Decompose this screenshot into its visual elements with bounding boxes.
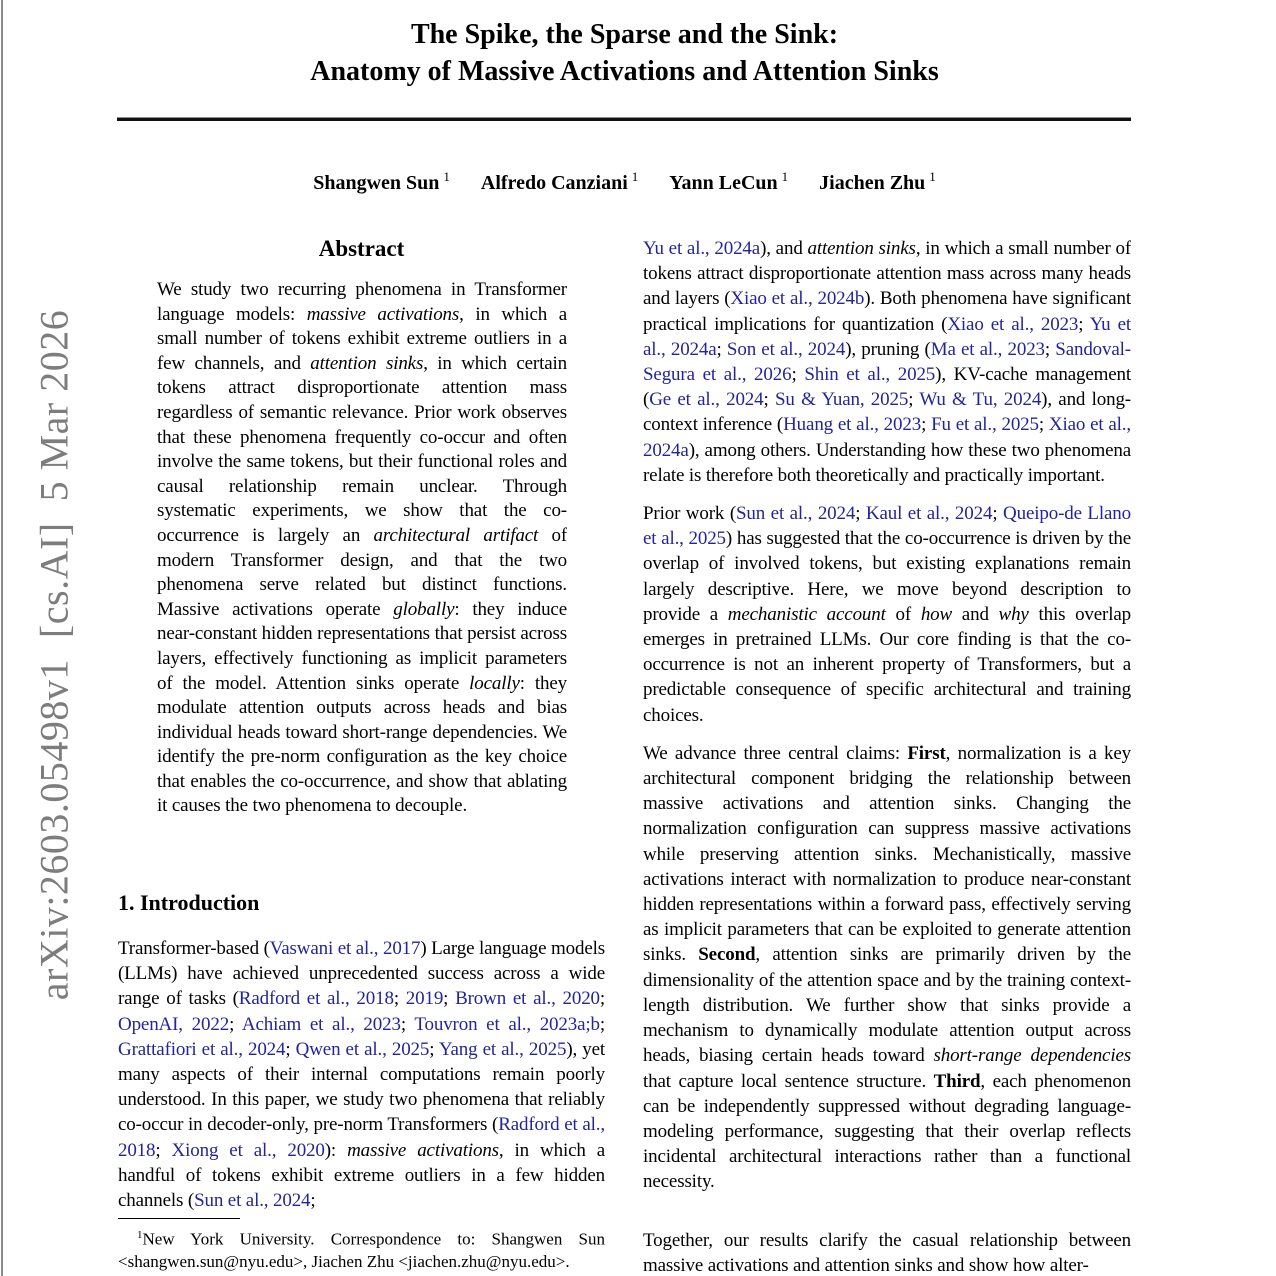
author-affiliation-sup: 1 xyxy=(631,169,639,184)
text-run: First xyxy=(907,742,946,764)
text-run: ), and long-context inference ( xyxy=(643,389,1131,436)
right-paragraph-1 xyxy=(643,236,1131,488)
footnote-text xyxy=(118,1224,605,1274)
text-run: New York University. Correspondence to: Shangwen Sun <shangwen.sun@nyu.edu>, Jiachen Zhu <jiachen.zhu@nyu.edu>. xyxy=(118,1229,605,1272)
text-run: , each phenomenon can be independently suppressed without degrading language-modeling performance, suggesting that their overlap reflects incidental architectural interactions rather than a functional necessity. xyxy=(643,1070,1131,1193)
citation-link[interactable]: Fu et al., 2025 xyxy=(931,414,1039,436)
citation-link[interactable]: Sun et al., 2024 xyxy=(736,503,856,525)
author-name xyxy=(313,169,450,194)
citation-link[interactable]: Xiao et al., 2024b xyxy=(730,288,865,310)
text-run: ; xyxy=(1038,414,1049,436)
text-run: attention sinks xyxy=(807,238,916,259)
text-run: ). Both phenomena have significant practical implications for quantization ( xyxy=(643,288,1131,335)
author-affiliation-sup: 1 xyxy=(443,169,450,184)
text-run: globally xyxy=(393,598,455,620)
citation-link[interactable]: Ge et al., 2024 xyxy=(649,389,764,411)
text-run: ; xyxy=(443,988,456,1010)
citation-link[interactable]: Queipo-de Llano et al., 2025 xyxy=(643,503,1131,550)
author-name xyxy=(669,169,789,194)
text-run: : they induce near-constant hidden representations that persist across layers, effectively functioning as implicit parameters of the model. Attention sinks operate xyxy=(157,598,567,694)
citation-link[interactable]: Xiao et al., 2024a xyxy=(643,414,1131,461)
author-name-text: Alfredo Canziani xyxy=(480,171,628,194)
authors-line xyxy=(118,164,1131,196)
paper-title xyxy=(118,16,1131,90)
citation-link[interactable]: Brown et al., 2020 xyxy=(455,988,600,1010)
text-run: ; xyxy=(310,1190,316,1212)
citation-link[interactable]: Achiam et al., 2023 xyxy=(241,1013,401,1035)
author-name xyxy=(819,169,936,194)
author-name-text: Yann LeCun xyxy=(669,171,778,194)
citation-link[interactable]: Yang et al., 2025 xyxy=(438,1038,567,1060)
text-run: and xyxy=(952,603,999,625)
text-run: massive activations xyxy=(347,1139,499,1161)
text-run: that capture local sentence structure. xyxy=(643,1070,934,1092)
citation-link[interactable]: OpenAI, 2022 xyxy=(118,1013,230,1035)
text-run: ; xyxy=(1078,313,1090,335)
citation-link[interactable]: Ma et al., 2023 xyxy=(930,338,1045,360)
superscript: 1 xyxy=(137,1229,143,1241)
citation-link[interactable]: Yu et al., 2024a xyxy=(643,313,1131,360)
citation-link[interactable]: Shin et al., 2025 xyxy=(804,364,936,386)
citation-link[interactable]: Kaul et al., 2024 xyxy=(865,503,993,525)
citation-link[interactable]: Sandoval-Segura et al., 2026 xyxy=(643,338,1131,386)
right-paragraph-3 xyxy=(643,741,1131,1195)
right-column xyxy=(643,236,1131,1222)
citation-link[interactable]: Qwen et al., 2025 xyxy=(295,1038,430,1060)
right-paragraph-4-clipped xyxy=(643,1228,1131,1276)
text-run: , attention sinks are primarily driven by the dimensionality of the attention space and by the training context-length distribution. We further show that sinks provide a mechanism to dynamically modulate attention output across heads, biasing certain heads toward xyxy=(643,944,1131,1067)
text-run: Transformer-based ( xyxy=(118,938,270,959)
text-run: ; xyxy=(285,1038,296,1060)
abstract-heading: Abstract xyxy=(318,236,405,261)
citation-link[interactable]: Touvron et al., 2023a;b xyxy=(414,1013,600,1035)
author-affiliation-sup: 1 xyxy=(781,169,789,184)
text-run: , in which certain tokens attract disproportionate attention mass regardless of semantic relevance. Prior work observes that these phenomena frequently co-occur and often involve the same tokens, but their functional roles and causal relationship remain unclear. Through systematic experiments, we show that the co-occurrence is largely an xyxy=(157,352,567,546)
citation-link[interactable]: Grattafiori et al., 2024 xyxy=(118,1038,286,1060)
citation-link[interactable]: Vaswani et al., 2017 xyxy=(269,938,421,959)
text-run: ) has suggested that the co-occurrence is driven by the overlap of involved tokens, but existing explanations remain largely descriptive. Here, we move beyond description to provide a xyxy=(643,528,1131,625)
text-run: ), pruning ( xyxy=(845,338,931,360)
arxiv-watermark: arXiv:2603.05498v1 [cs.AI] 5 Mar 2026 xyxy=(31,309,77,1001)
citation-link[interactable]: Su & Yuan, 2025 xyxy=(775,389,909,411)
citation-link[interactable]: Son et al., 2024 xyxy=(726,338,846,360)
text-run: this overlap emerges in pretrained LLMs. Our core finding is that the co-occurrence is not an inherent property of Transformers, but a predictable consequence of specific architectural and training choices. xyxy=(643,603,1131,726)
footnote-rule xyxy=(118,1218,240,1219)
author-name-text: Jiachen Zhu xyxy=(819,171,926,194)
text-run: how xyxy=(920,603,953,625)
text-run: ; xyxy=(393,988,406,1010)
text-run: ; xyxy=(429,1038,439,1060)
right-paragraph-4 xyxy=(643,1228,1131,1276)
text-run: ; xyxy=(599,1013,605,1035)
text-run: ; xyxy=(716,338,727,360)
text-run: ; xyxy=(908,389,920,411)
author-name xyxy=(480,169,639,194)
text-run: ), and xyxy=(760,238,808,259)
title-rule xyxy=(117,117,1131,121)
text-run: We study two recurring phenomena in Transformer language models: xyxy=(157,279,567,325)
text-run: ; xyxy=(599,988,605,1010)
citation-link[interactable]: Yu et al., 2024a xyxy=(643,238,761,259)
citation-link[interactable]: Huang et al., 2023 xyxy=(783,414,922,436)
text-run: of modern Transformer design, and that the two phenomena serve related but distinct functions. Massive activations operate xyxy=(157,524,567,620)
page-edge-line xyxy=(1,0,3,1276)
citation-link[interactable]: Sun et al., 2024 xyxy=(194,1190,311,1212)
text-run: Second xyxy=(698,944,756,966)
text-run: ; xyxy=(229,1013,242,1035)
text-run: Together, our results clarify the casual relationship between massive activations and attention sinks and show how alter- xyxy=(643,1230,1131,1276)
author-name-text: Shangwen Sun xyxy=(313,171,440,194)
intro-paragraph xyxy=(118,936,605,1213)
text-run: ; xyxy=(400,1013,415,1035)
text-run: of xyxy=(885,603,921,625)
abstract-text xyxy=(157,278,567,868)
text-run: ; xyxy=(763,389,775,411)
paper-title-line1: The Spike, the Sparse and the Sink: xyxy=(410,19,839,50)
text-run: ): xyxy=(324,1139,348,1161)
text-run: , in which a small number of tokens attract disproportionate attention mass across many heads and layers ( xyxy=(643,238,1131,310)
text-run: ; xyxy=(921,414,932,436)
text-run: short-range dependencies xyxy=(933,1045,1131,1067)
citation-link[interactable]: Wu & Tu, 2024 xyxy=(919,389,1042,411)
text-run: massive activations xyxy=(306,303,460,325)
citation-link[interactable]: Radford et al., 2018 xyxy=(238,988,394,1010)
text-run: ) Large language models (LLMs) have achieved unprecedented success across a wide range of tasks ( xyxy=(118,938,605,1010)
citation-link[interactable]: Xiong et al., 2020 xyxy=(171,1139,325,1161)
text-run: , normalization is a key architectural component bridging the relationship between massive activations and attention sinks. Changing the normalization configuration can suppress massive activations while preserving attention sinks. Mechanistically, massive activations interact with normalization to produce near-constant hidden representations within a forward pass, effectively serving as implicit parameters that can be exploited to generate attention sinks. xyxy=(643,742,1131,966)
text-run: ; xyxy=(791,364,805,386)
text-run: , in which a handful of tokens exhibit extreme outliers in a few hidden channels ( xyxy=(118,1139,605,1212)
author-affiliation-sup: 1 xyxy=(929,169,936,184)
text-run: ), KV-cache management ( xyxy=(643,364,1131,411)
paper-title-line2: Anatomy of Massive Activations and Attention Sinks xyxy=(310,56,939,87)
text-run: : they modulate attention outputs across heads and bias individual heads toward short-range dependencies. We identify the pre-norm configuration as the key choice that enables the co-occurrence, and show that ablating it causes the two phenomena to decouple. xyxy=(157,672,567,817)
text-run: ; xyxy=(855,503,866,525)
text-run: We advance three central claims: xyxy=(643,742,908,764)
text-run: Third xyxy=(933,1070,981,1092)
citation-link[interactable]: Xiao et al., 2023 xyxy=(947,313,1079,335)
citation-link[interactable]: Radford et al., 2018 xyxy=(118,1114,605,1161)
text-run: ; xyxy=(155,1139,172,1161)
text-run: Prior work ( xyxy=(643,503,736,525)
text-run: architectural artifact xyxy=(373,524,539,546)
text-run: mechanistic account xyxy=(727,603,886,625)
text-run: ; xyxy=(992,503,1004,525)
text-run: ; xyxy=(1044,338,1056,360)
text-run: ), among others. Understanding how these two phenomena relate is therefore both theoretically and practically important. xyxy=(643,439,1131,486)
text-run: ), yet many aspects of their internal computations remain poorly understood. In this paper, we study two phenomena that reliably co-occur in decoder-only, pre-norm Transformers ( xyxy=(118,1038,605,1136)
left-column xyxy=(118,236,605,1218)
right-paragraph-2 xyxy=(643,501,1131,728)
citation-link[interactable]: 2019 xyxy=(405,988,444,1010)
footnote xyxy=(118,1218,605,1276)
section-heading-introduction: 1. Introduction xyxy=(118,890,260,915)
text-run: why xyxy=(998,603,1029,625)
text-run: , in which a small number of tokens exhibit extreme outliers in a few channels, and xyxy=(157,303,567,374)
text-run: attention sinks xyxy=(310,352,424,374)
text-run: locally xyxy=(469,672,520,694)
